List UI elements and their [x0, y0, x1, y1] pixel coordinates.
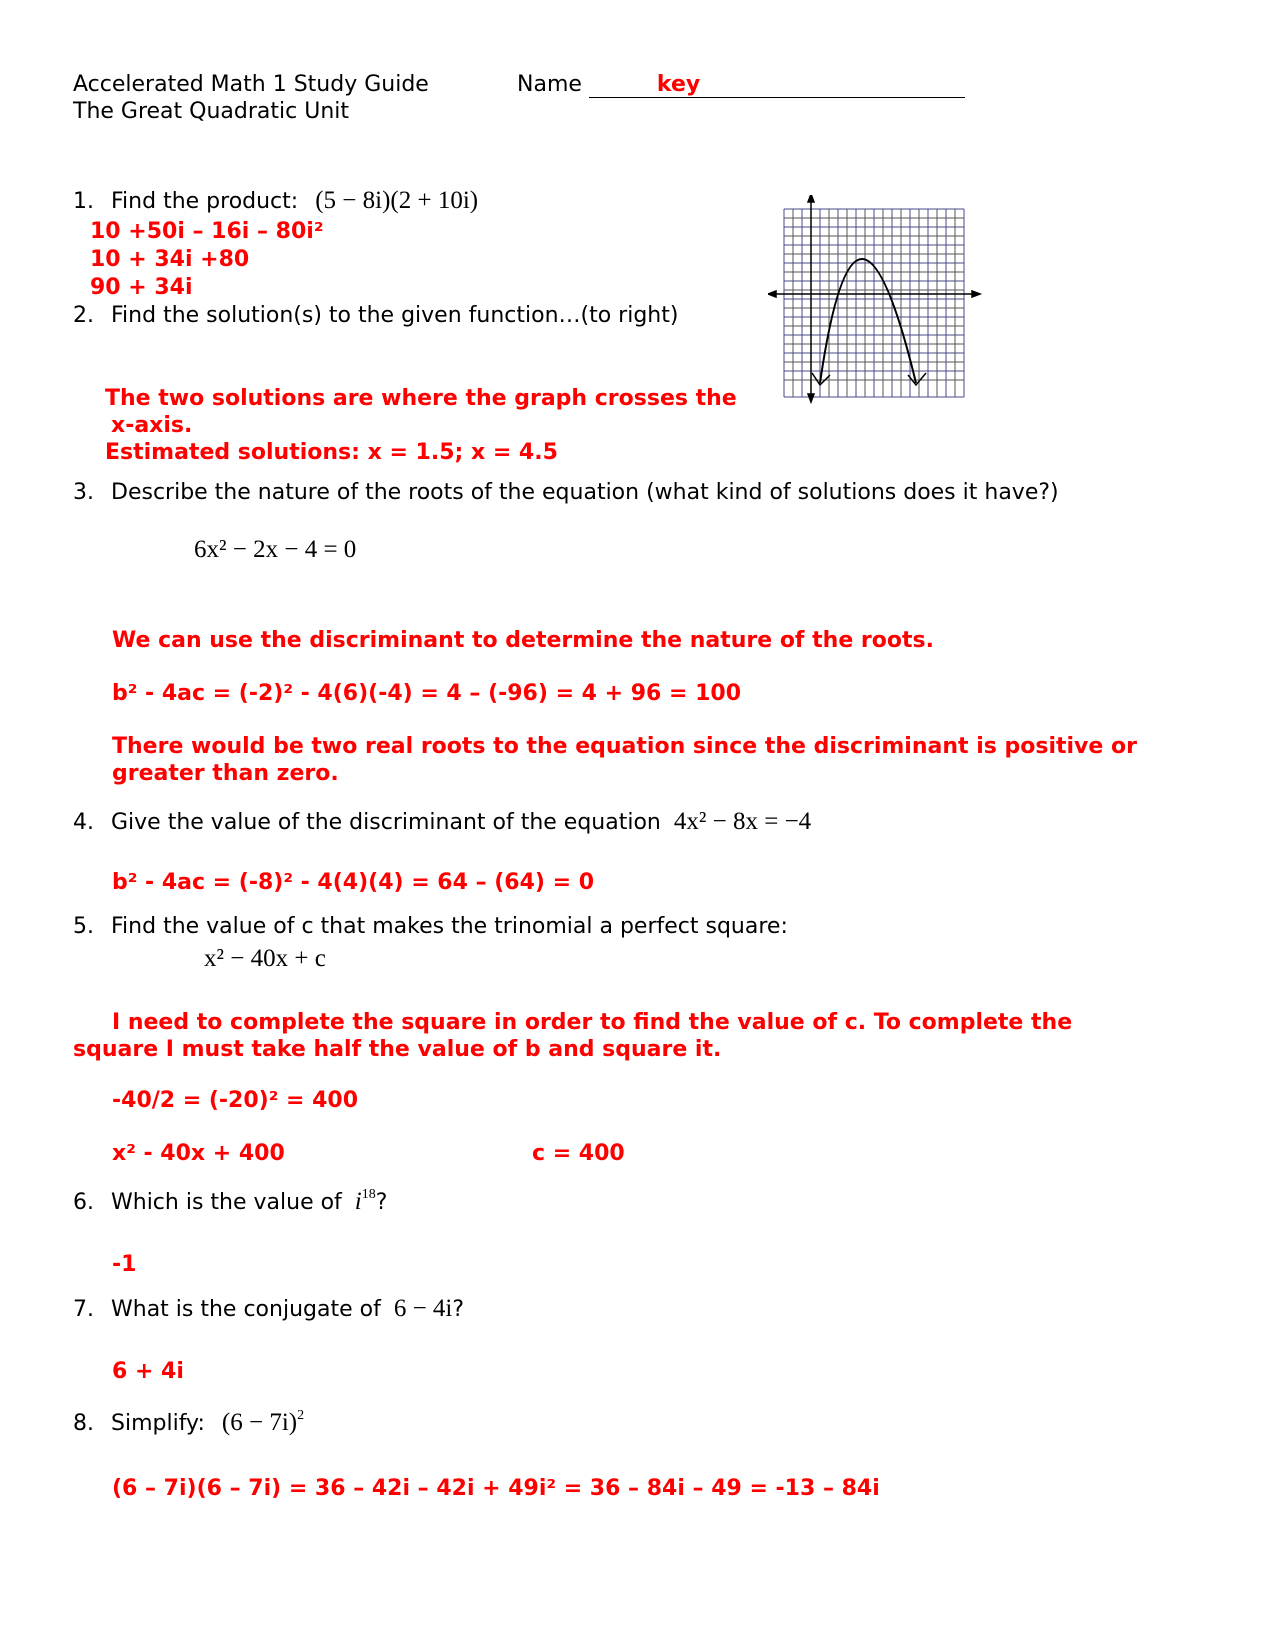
answer-c-value: c = 400 — [532, 1141, 625, 1166]
name-underline-right — [700, 72, 965, 98]
trinomial-expression: x² − 40x + c — [204, 945, 326, 972]
question-prompt: Give the value of the discriminant of the equation — [111, 810, 661, 835]
question-2 — [73, 303, 678, 328]
question-number: 6. — [73, 1190, 94, 1215]
answer-line: x² - 40x + 400 — [112, 1141, 285, 1166]
name-value: key — [656, 72, 701, 97]
answer-line: x-axis. — [111, 413, 193, 438]
question-number: 4. — [73, 810, 94, 835]
power-base: i — [354, 1188, 362, 1215]
question-prompt: Find the product: — [111, 189, 299, 214]
answer-line: 10 +50i – 16i – 80i² — [90, 219, 324, 244]
question-number: 2. — [73, 303, 94, 328]
question-mark: ? — [375, 1190, 388, 1215]
question-8 — [73, 1408, 304, 1437]
answer-line: b² - 4ac = (-8)² - 4(4)(4) = 64 – (64) = 0 — [112, 870, 595, 895]
name-field — [517, 72, 965, 98]
question-mark: ? — [452, 1297, 465, 1322]
question-1 — [73, 187, 478, 215]
question-7 — [73, 1295, 464, 1323]
question-prompt: What is the conjugate of — [111, 1297, 381, 1322]
question-number: 1. — [73, 189, 94, 214]
answer-line: We can use the discriminant to determine the nature of the roots. — [112, 628, 934, 653]
question-3 — [73, 480, 1059, 505]
question-prompt: Find the solution(s) to the given function…(to right) — [111, 303, 679, 328]
answer-line: 90 + 34i — [90, 275, 193, 300]
answer-line: I need to complete the square in order to find the value of c. To complete the — [112, 1010, 1073, 1035]
question-math: 6 − 4i — [393, 1295, 453, 1322]
parabola-graph-icon — [768, 195, 988, 415]
document-subtitle: The Great Quadratic Unit — [73, 99, 349, 124]
question-number: 8. — [73, 1411, 94, 1436]
name-underline-left — [589, 72, 657, 98]
question-5 — [73, 914, 788, 939]
equation: 6x² − 2x − 4 = 0 — [194, 536, 357, 563]
question-number: 5. — [73, 914, 94, 939]
answer-line: -40/2 = (-20)² = 400 — [112, 1088, 359, 1113]
name-label: Name — [517, 72, 582, 97]
answer-line: (6 – 7i)(6 – 7i) = 36 – 42i – 42i + 49i² = 36 – 84i – 49 = -13 – 84i — [112, 1476, 880, 1501]
question-prompt: Which is the value of — [111, 1190, 342, 1215]
answer-line: There would be two real roots to the equation since the discriminant is positive or — [112, 734, 1137, 759]
question-number: 3. — [73, 480, 94, 505]
answer-line: 6 + 4i — [112, 1359, 184, 1384]
answer-line: -1 — [112, 1252, 137, 1277]
answer-line: 10 + 34i +80 — [90, 247, 250, 272]
question-prompt: Describe the nature of the roots of the equation (what kind of solutions does it have?) — [111, 480, 1059, 505]
answer-line: The two solutions are where the graph crosses the — [105, 386, 737, 411]
question-math: (6 − 7i) — [221, 1409, 298, 1436]
answer-line: greater than zero. — [112, 761, 339, 786]
answer-line: square I must take half the value of b and square it. — [73, 1037, 722, 1062]
question-number: 7. — [73, 1297, 94, 1322]
equation: 4x² − 8x = −4 — [673, 808, 812, 835]
answer-line: Estimated solutions: x = 1.5; x = 4.5 — [105, 440, 558, 465]
question-prompt: Find the value of c that makes the trinomial a perfect square: — [111, 914, 788, 939]
question-math: (5 − 8i)(2 + 10i) — [315, 187, 479, 214]
answer-line: b² - 4ac = (-2)² - 4(6)(-4) = 4 – (-96) = 4 + 96 = 100 — [112, 681, 742, 706]
question-4 — [73, 808, 811, 836]
question-6 — [73, 1187, 387, 1216]
question-prompt: Simplify: — [111, 1411, 205, 1436]
power-exponent: 18 — [361, 1187, 376, 1202]
document-title: Accelerated Math 1 Study Guide — [73, 72, 429, 97]
power-exponent: 2 — [297, 1408, 305, 1423]
